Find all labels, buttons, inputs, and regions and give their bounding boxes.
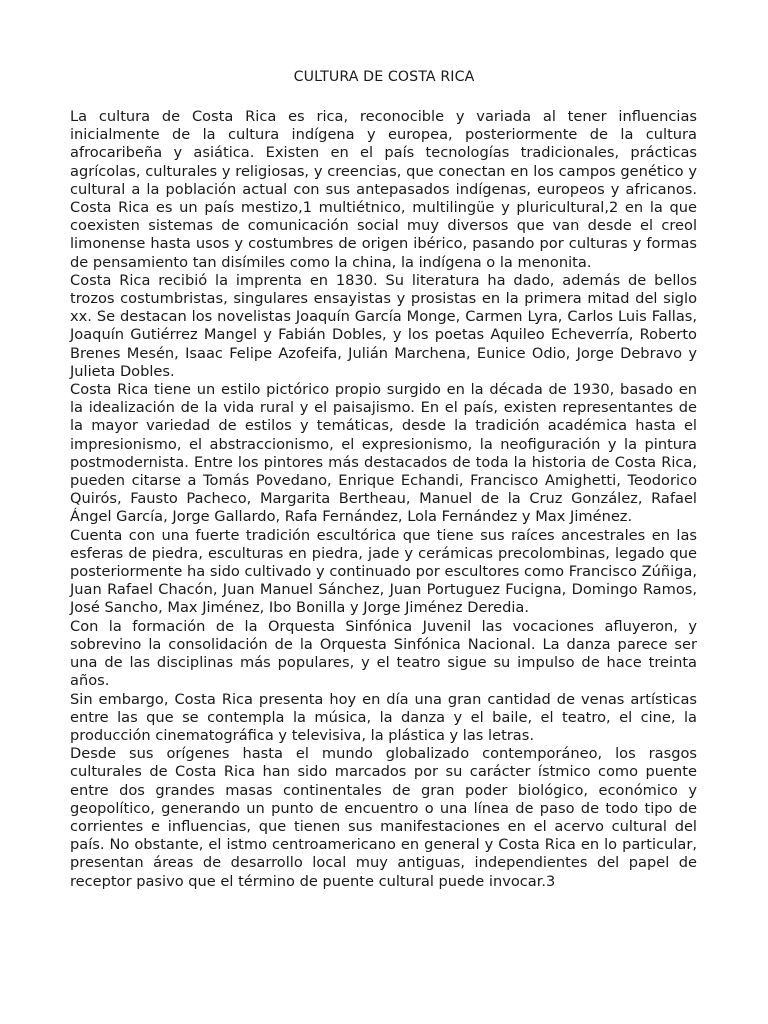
document-title: CULTURA DE COSTA RICA [293, 69, 475, 85]
paragraph-sculpture: Cuenta con una fuerte tradición escultórica que tiene sus raíces ancestrales en las esferas de piedra, esculturas en piedra, jade y cerámicas precolombinas, legado que posteriormente ha sido cultivado y continuado por escultores como Francisco Zúñiga, Juan Rafael Chacón, Juan Manuel Sánchez, Juan Portuguez Fucigna, Domingo Ramos, José Sancho, Max Jiménez, Ibo Bonilla y Jorge Jiménez Deredia. [70, 526, 697, 617]
paragraph-indigenous-heritage: La cultura de Costa Rica es rica, reconocible y variada al tener influencias inicialmente de la cultura indígena y europea, posteriormente de la cultura afrocaribeña y asiática. Existen en el país tecnologías tradicionales, prácticas agrícolas, culturales y religiosas, y creencias, que conectan en los campos genético y cultural a la población actual con sus antepasados indígenas, europeos y africanos. Costa Rica es un país mestizo,1 multiétnico, multilingüe y pluricultural,2 en la que coexisten sistemas de comunicación social muy diversos que van desde el creol limonense hasta usos y costumbres de origen ibérico, pasando por culturas y formas de pensamiento tan disímiles como la china, la indígena o la menonita. [70, 108, 697, 271]
paragraph-painting: Costa Rica tiene un estilo pictórico propio surgido en la década de 1930, basado en la idealización de la vida rural y el paisajismo. En el país, existen representantes de la mayor variedad de estilos y temáticas, desde la tradición académica hasta el impresionismo, el abstraccionismo, el expresionismo, la neofiguración y la pintura postmodernista. Entre los pintores más destacados de toda la historia de Costa Rica, pueden citarse a Tomás Povedano, Enrique Echandi, Francisco Amighetti, Teodorico Quirós, Fausto Pacheco, Margarita Bertheau, Manuel de la Cruz González, Rafael Ángel García, Jorge Gallardo, Rafa Fernández, Lola Fernández y Max Jiménez. [70, 381, 697, 526]
paragraph-cultural-bridge: Desde sus orígenes hasta el mundo globalizado contemporáneo, los rasgos culturales de Costa Rica han sido marcados por su carácter ístmico como puente entre dos grandes masas continentales de gran poder biológico, económico y geopolítico, generando un punto de encuentro o una línea de paso de todo tipo de corrientes e influencias, que tienen sus manifestaciones en el acervo cultural del país. No obstante, el istmo centroamericano en general y Costa Rica en lo particular, presentan áreas de desarrollo local muy antiguas, independientes del papel de receptor pasivo que el término de puente cultural puede invocar.3 [70, 745, 697, 890]
paragraph-literature: Costa Rica recibió la imprenta en 1830. Su literatura ha dado, además de bellos trozos costumbristas, singulares ensayistas y prosistas en la primera mitad del siglo xx. Se destacan los novelistas Joaquín García Monge, Carmen Lyra, Carlos Luis Fallas, Joaquín Gutiérrez Mangel y Fabián Dobles, y los poetas Aquileo Echeverría, Roberto Brenes Mesén, Isaac Felipe Azofeifa, Julián Marchena, Eunice Odio, Jorge Debravo y Julieta Dobles. [70, 271, 697, 380]
paragraph-artistic-veins: Sin embargo, Costa Rica presenta hoy en día una gran cantidad de venas artísticas entre las que se contempla la música, la danza y el baile, el teatro, el cine, la producción cinematográfica y televisiva, la plástica y las letras. [70, 690, 697, 744]
document-body [70, 108, 697, 891]
paragraph-music-dance: Con la formación de la Orquesta Sinfónica Juvenil las vocaciones afluyeron, y sobrevino la consolidación de la Orquesta Sinfónica Nacional. La danza parece ser una de las disciplinas más populares, y el teatro sigue su impulso de hace treinta años. [70, 617, 697, 690]
